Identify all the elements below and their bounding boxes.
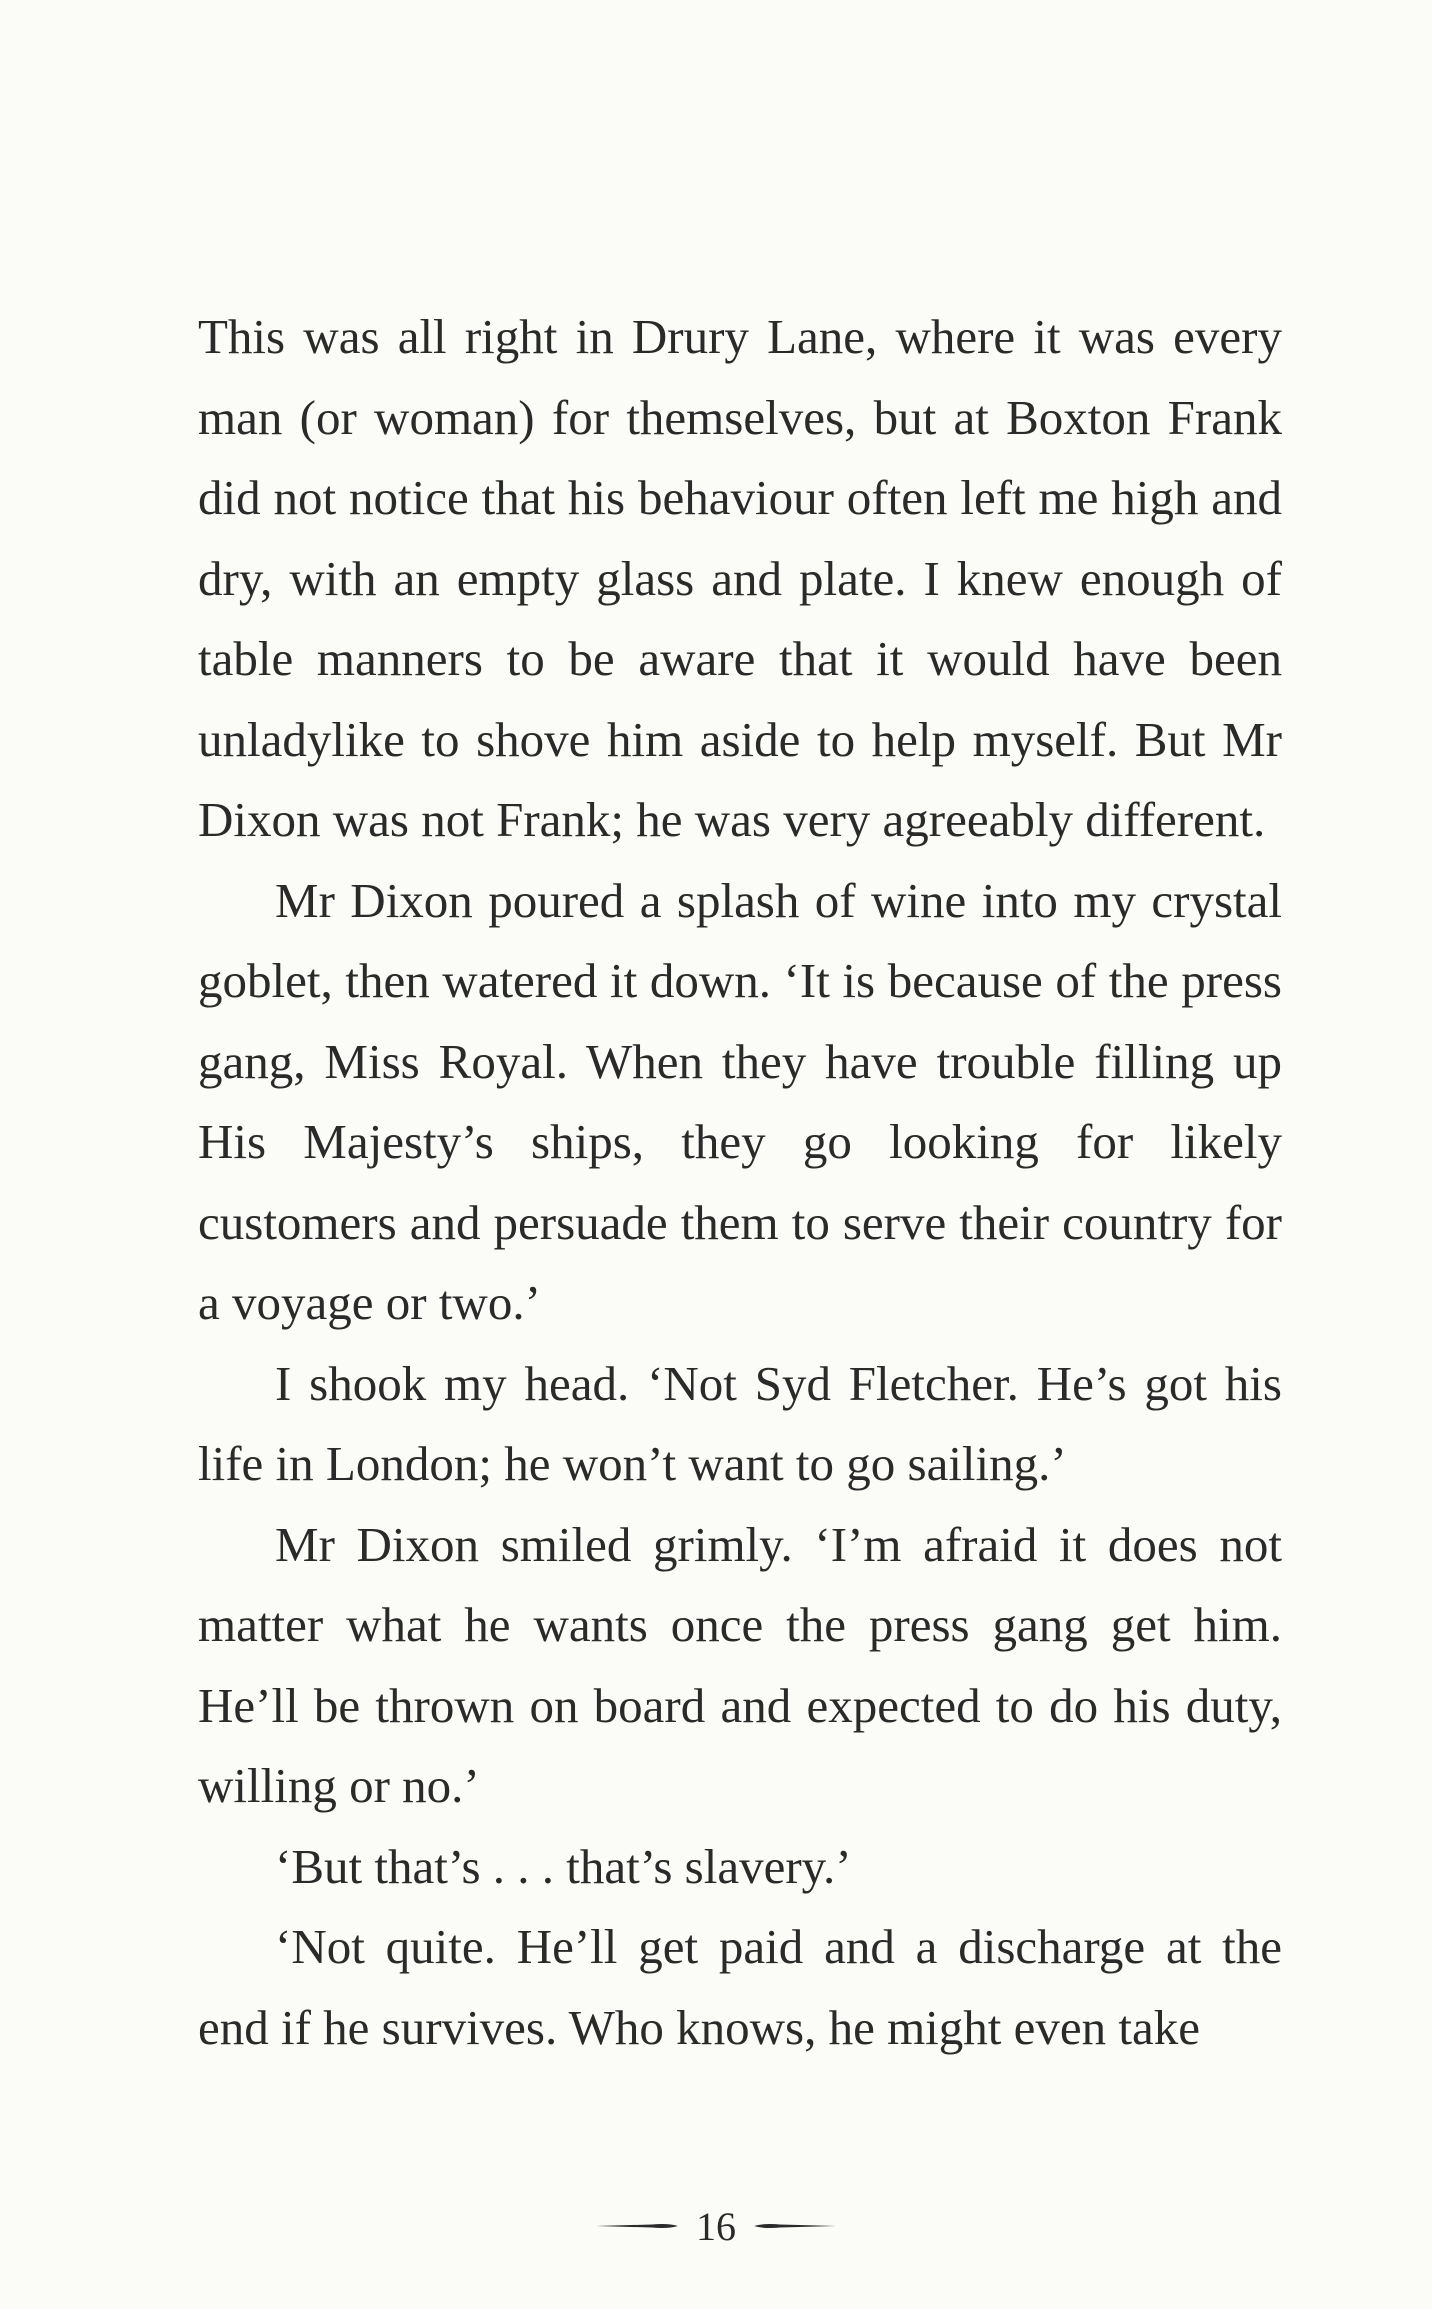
paragraph: Mr Dixon poured a splash of wine into my crystal goblet, then watered it down. ‘It is because of the press gang, Miss Royal. When they have trouble filling up His Majesty’s ships, they go looking for likely customers and persuade them to serve their country for a voyage or two.’ — [198, 872, 1282, 1330]
page-number: 16 — [696, 2203, 736, 2249]
paragraph: Mr Dixon smiled grimly. ‘I’m afraid it does not matter what he wants once the press gang get him. He’ll be thrown on board and expected to do his duty, willing or no.’ — [198, 1516, 1282, 1813]
right-flourish-icon — [752, 2218, 836, 2234]
paragraph: ‘Not quite. He’ll get paid and a discharge at the end if he survives. Who knows, he might even take — [198, 1919, 1282, 2055]
page-footer — [0, 2196, 1432, 2256]
body-text — [198, 297, 1282, 2068]
paragraph: This was all right in Drury Lane, where it was every man (or woman) for themselves, but at Boxton Frank did not notice that his behaviour often left me high and dry, with an empty glass and plate. I knew enough of table manners to be aware that it would have been unladylike to shove him aside to help myself. But Mr Dixon was not Frank; he was very agreeably different. — [198, 309, 1282, 847]
left-flourish-icon — [596, 2218, 680, 2234]
paragraph: ‘But that’s . . . that’s slavery.’ — [275, 1838, 852, 1894]
paragraph: I shook my head. ‘Not Syd Fletcher. He’s got his life in London; he won’t want to go sailing.’ — [198, 1355, 1282, 1491]
